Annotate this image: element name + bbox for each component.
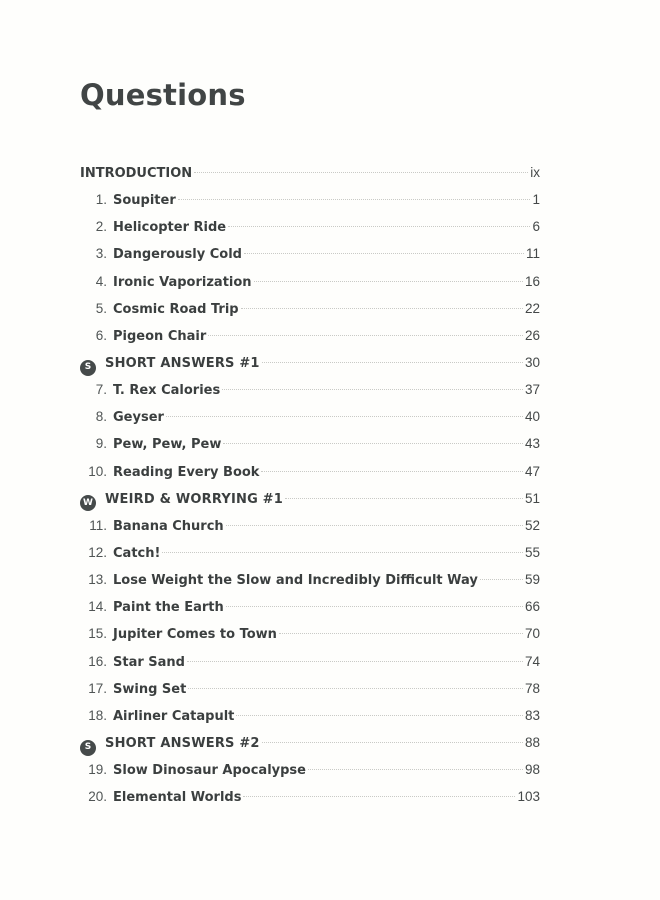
toc-entry-title: INTRODUCTION (80, 166, 193, 181)
leader-dots (188, 688, 523, 689)
page-number: 78 (524, 680, 540, 696)
toc-chapter-row[interactable] (80, 295, 540, 322)
toc-chapter-row[interactable] (80, 566, 540, 593)
leader-dots (162, 552, 523, 553)
leader-dots (279, 633, 523, 634)
leader-dots (480, 579, 523, 580)
page-number: 43 (524, 436, 540, 452)
toc-entry-title: Soupiter (113, 193, 176, 209)
page-number: 70 (524, 626, 540, 642)
page-number: 103 (517, 789, 540, 805)
chapter-number: 19. (88, 762, 107, 778)
toc-chapter-row[interactable] (80, 783, 540, 810)
leader-dots (178, 199, 531, 200)
leader-dots (262, 742, 523, 743)
leader-dots (226, 525, 523, 526)
toc-entry-title: Ironic Vaporization (113, 274, 252, 290)
toc-chapter-row[interactable] (80, 268, 540, 295)
toc-entry-title: Swing Set (113, 681, 187, 697)
leader-dots (226, 606, 523, 607)
page-number: 47 (524, 463, 540, 479)
leader-dots (243, 796, 515, 797)
toc-chapter-row[interactable] (80, 675, 540, 702)
page-number: 1 (532, 192, 540, 208)
chapter-number: 7. (95, 382, 107, 398)
toc-entry-title: WEIRD & WORRYING #1 (105, 491, 284, 507)
leader-dots (261, 471, 523, 472)
toc-entry-title: Airliner Catapult (113, 708, 235, 724)
toc-section-row[interactable] (80, 349, 540, 376)
chapter-number: 16. (88, 653, 107, 669)
toc-chapter-row[interactable] (80, 539, 540, 566)
page-number: 55 (524, 544, 540, 560)
toc-chapter-row[interactable] (80, 756, 540, 783)
toc-chapter-row[interactable] (80, 620, 540, 647)
toc-entry-title: Star Sand (113, 654, 185, 670)
toc-entry-title: Pigeon Chair (113, 328, 207, 344)
toc-chapter-row[interactable] (80, 458, 540, 485)
page-title: Questions (80, 78, 246, 112)
chapter-number: 12. (88, 544, 107, 560)
leader-dots (222, 389, 523, 390)
toc-chapter-row[interactable] (80, 240, 540, 267)
weird-worrying-badge-icon: W (80, 495, 96, 511)
toc-chapter-row[interactable] (80, 376, 540, 403)
toc-entry-title: Banana Church (113, 518, 224, 534)
toc-entry-title: Lose Weight the Slow and Incredibly Difficult Way (113, 573, 478, 589)
table-of-contents (80, 159, 540, 810)
chapter-number: 9. (95, 436, 107, 452)
leader-dots (262, 362, 523, 363)
page-number: 83 (524, 707, 540, 723)
toc-entry-title: SHORT ANSWERS #2 (105, 735, 260, 751)
toc-chapter-row[interactable] (80, 648, 540, 675)
toc-entry-title: T. Rex Calories (113, 383, 221, 399)
page-number: 16 (524, 273, 540, 289)
leader-dots (254, 281, 523, 282)
toc-chapter-row[interactable] (80, 512, 540, 539)
chapter-number: 17. (88, 680, 107, 696)
chapter-number: 3. (95, 246, 107, 262)
chapter-number: 8. (95, 409, 107, 425)
page-number: 51 (524, 490, 540, 506)
leader-dots (236, 715, 523, 716)
toc-chapter-row[interactable] (80, 186, 540, 213)
toc-intro-row[interactable] (80, 159, 540, 186)
page-number: 59 (524, 572, 540, 588)
toc-entry-title: Cosmic Road Trip (113, 301, 239, 317)
short-answers-badge-icon: S (80, 740, 96, 756)
chapter-number: 18. (88, 707, 107, 723)
page-number: 30 (524, 354, 540, 370)
leader-dots (308, 769, 523, 770)
page-number: 88 (524, 734, 540, 750)
chapter-number: 6. (95, 327, 107, 343)
toc-entry-title: Slow Dinosaur Apocalypse (113, 763, 306, 779)
leader-dots (241, 308, 523, 309)
chapter-number: 2. (95, 219, 107, 235)
leader-dots (208, 335, 523, 336)
chapter-number: 5. (95, 300, 107, 316)
short-answers-badge-icon: S (80, 360, 96, 376)
toc-section-row[interactable] (80, 729, 540, 756)
page-number: 26 (524, 327, 540, 343)
chapter-number: 1. (95, 192, 107, 208)
chapter-number: 4. (95, 273, 107, 289)
toc-entry-title: Jupiter Comes to Town (113, 627, 277, 643)
page-number: 40 (524, 409, 540, 425)
leader-dots (166, 416, 523, 417)
leader-dots (223, 443, 523, 444)
chapter-number: 11. (89, 517, 107, 533)
chapter-number: 15. (88, 626, 107, 642)
page-number: 74 (524, 653, 540, 669)
toc-entry-title: Helicopter Ride (113, 220, 227, 236)
page-number: ix (530, 165, 540, 180)
toc-chapter-row[interactable] (80, 213, 540, 240)
leader-dots (228, 226, 530, 227)
toc-chapter-row[interactable] (80, 430, 540, 457)
leader-dots (187, 661, 523, 662)
toc-chapter-row[interactable] (80, 403, 540, 430)
page-number: 22 (524, 300, 540, 316)
page-number: 98 (524, 762, 540, 778)
toc-entry-title: SHORT ANSWERS #1 (105, 355, 260, 371)
leader-dots (244, 253, 524, 254)
toc-entry-title: Pew, Pew, Pew (113, 437, 222, 453)
toc-entry-title: Catch! (113, 545, 161, 561)
toc-entry-title: Paint the Earth (113, 600, 224, 616)
leader-dots (285, 498, 523, 499)
toc-section-row[interactable] (80, 485, 540, 512)
page-number: 37 (524, 382, 540, 398)
chapter-number: 10. (88, 463, 107, 479)
chapter-number: 20. (88, 789, 107, 805)
toc-entry-title: Reading Every Book (113, 464, 260, 480)
chapter-number: 13. (88, 572, 107, 588)
leader-dots (194, 172, 528, 173)
toc-chapter-row[interactable] (80, 593, 540, 620)
chapter-number: 14. (88, 599, 107, 615)
page-number: 6 (532, 219, 540, 235)
toc-chapter-row[interactable] (80, 702, 540, 729)
page-number: 52 (524, 517, 540, 533)
toc-entry-title: Geyser (113, 410, 164, 426)
page-number: 11 (525, 246, 540, 262)
page-number: 66 (524, 599, 540, 615)
toc-entry-title: Dangerously Cold (113, 247, 242, 263)
toc-entry-title: Elemental Worlds (113, 790, 242, 806)
toc-chapter-row[interactable] (80, 322, 540, 349)
